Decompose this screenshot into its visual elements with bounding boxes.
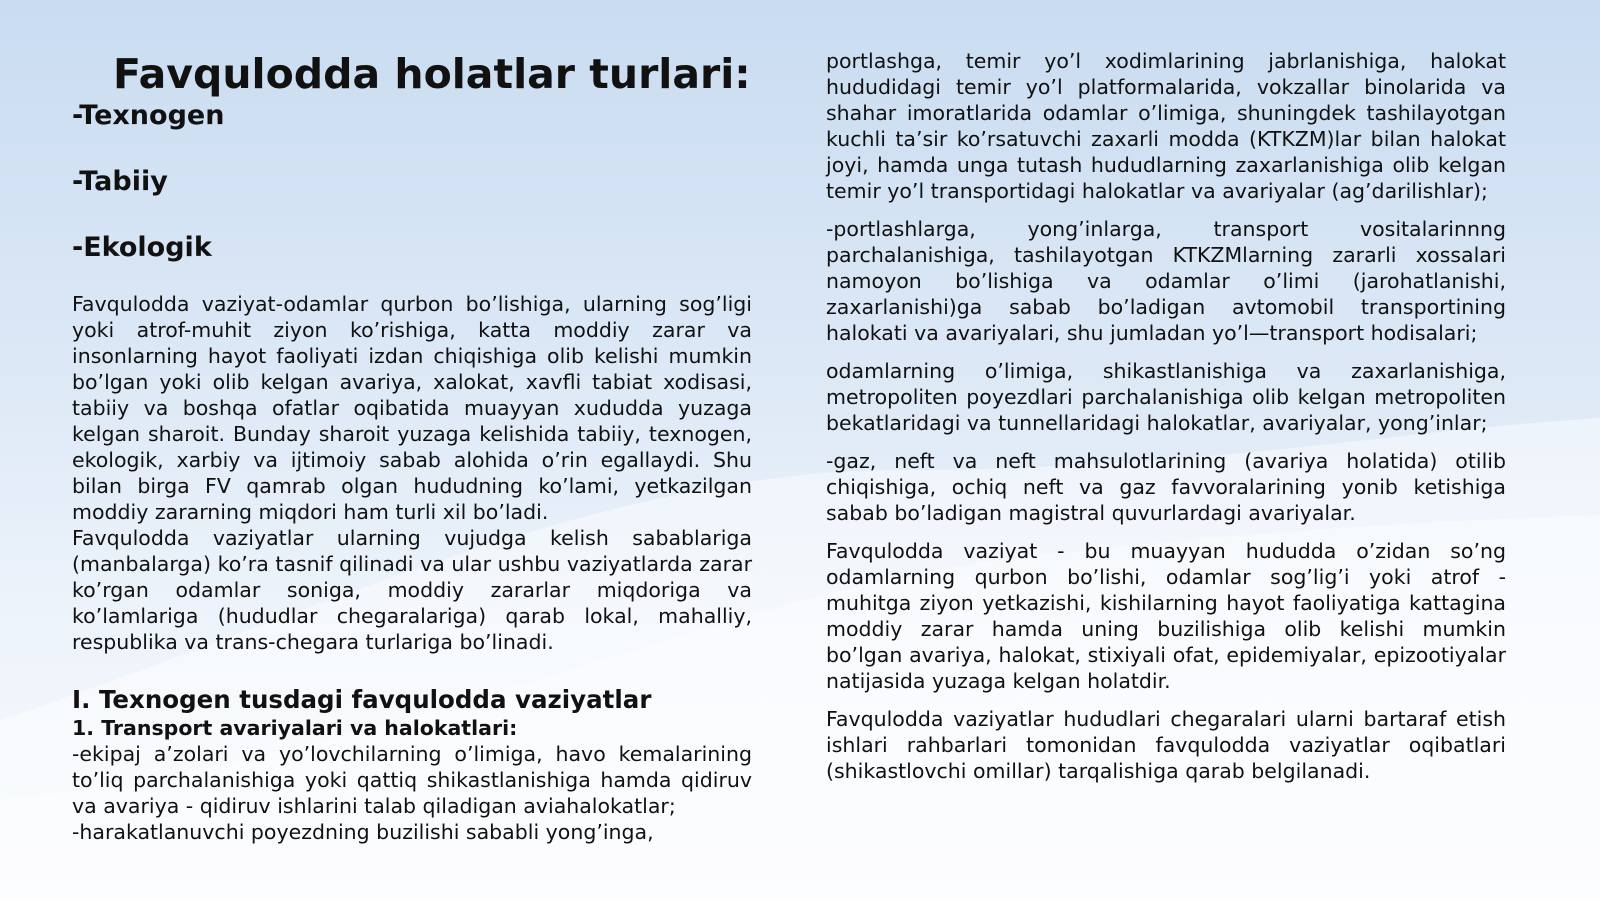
railway-paragraph-continued: portlashga, temir yo’l xodimlarining jabrlanishiga, halokat hududidagi temir yo’l platformalarida, vokzallar binolarida va shahar imoratlarida odamlar o’limiga, shuningdek tashilayotgan kuchli ta’sir ko’rsatuvchi zaxarli modda (KTKZM)lar bilan halokat joyi, hamda unga tutash hududlarning zaxarlanishiga olib kelgan temir yo’l transportidagi halokatlar va avariyalar (ag’darilishlar); bbox=[826, 49, 1506, 203]
left-column bbox=[72, 291, 752, 845]
definition-paragraph: Favqulodda vaziyat-odamlar qurbon bo’lishiga, ularning sog’ligi yoki atrof-muhit ziyon ko’rishiga, katta moddiy zarar va insonlarning hayot faoliyati izdan chiqishiga olib kelishi mumkin bo’lgan yoki olib kelgan avariya, xalokat, xavfli tabiat xodisasi, tabiiy va boshqa ofatlar oqibatida muayyan xududda yuzaga kelgan sharoit. Bunday sharoit yuzaga kelishida tabiiy, texnogen, ekologik, xarbiy va ijtimoiy sabab alohida o’rin egallaydi. Shu bilan birga FV qamrab olgan hududning ko’lami, yetkazilgan moddiy zararning miqdori ham turli xil bo’ladi. bbox=[72, 292, 752, 524]
metro-paragraph: odamlarning o’limiga, shikastlanishiga va zaxarlanishiga, metropoliten poyezdlari parchalanishiga olib kelgan metropoliten bekatlaridagi va tunnellaridagi halokatlar, avariyalar, yong’inlar; bbox=[826, 359, 1506, 435]
subsection-heading: 1. Transport avariyalari va halokatlari: bbox=[72, 716, 518, 740]
pipeline-paragraph: -gaz, neft va neft mahsulotlarining (avariya holatida) otilib chiqishiga, ochiq neft va gaz favvoralarining yonib ketishiga sabab bo’ladigan magistral quvurlardagi avariyalar. bbox=[826, 449, 1506, 525]
type-tabiiy: -Tabiiy bbox=[72, 166, 168, 197]
aviation-paragraph: -ekipaj a’zolari va yo’lovchilarning o’limiga, havo kemalarining to’liq parchalanishiga yoki qattiq shikastlanishiga hamda qidiruv va avariya - qidiruv ishlarini talab qiladigan aviahalokatlar; bbox=[72, 742, 752, 818]
type-texnogen: -Texnogen bbox=[72, 100, 225, 131]
emergency-definition-paragraph: Favqulodda vaziyat - bu muayyan hududda o’zidan so’ng odamlarning qurbon bo’lishi, odamlar sog’lig’i yoki atrof - muhitga ziyon yetkazishi, kishilarning hayot faoliyatiga kattagina moddiy zarar hamda uning buzilishiga olib kelishi mumkin bo’lgan avariya, halokat, stixiyali ofat, epidemiyalar, epizootiyalar natijasida yuzaga kelgan holatdir. bbox=[826, 539, 1506, 693]
section-heading: I. Texnogen tusdagi favqulodda vaziyatlar bbox=[72, 685, 652, 714]
type-ekologik: -Ekologik bbox=[72, 232, 212, 263]
slide-title: Favqulodda holatlar turlari: bbox=[113, 50, 751, 98]
road-transport-paragraph: -portlashlarga, yong’inlarga, transport vositalarinnng parchalanishiga, tashilayotgan KTKZMlarning zararli xossalari namoyon bo’lishiga va odamlar o’limi (jarohatlanishi, zaxarlanishi)ga sabab bo’ladigan avtomobil transportining halokati va avariyalari, shu jumladan yo’l—transport hodisalari; bbox=[826, 217, 1506, 345]
railway-paragraph-start: -harakatlanuvchi poyezdning buzilishi sababli yong’inga, bbox=[72, 820, 654, 844]
boundaries-paragraph: Favqulodda vaziyatlar hududlari chegaralari ularni bartaraf etish ishlari rahbarlari tomonidan favqulodda vaziyatlar oqibatlari (shikastlovchi omillar) tarqalishiga qarab belgilanadi. bbox=[826, 707, 1506, 783]
classification-paragraph: Favqulodda vaziyatlar ularning vujudga kelish sabablariga (manbalarga) ko’ra tasnif qilinadi va ular ushbu vaziyatlarda zarar ko’rgan odamlar soniga, moddiy zararlar miqdoriga va ko’lamlariga (hududlar chegaralariga) qarab lokal, mahalliy, respublika va trans-chegara turlariga bo’linadi. bbox=[72, 526, 752, 654]
right-column bbox=[826, 48, 1506, 796]
